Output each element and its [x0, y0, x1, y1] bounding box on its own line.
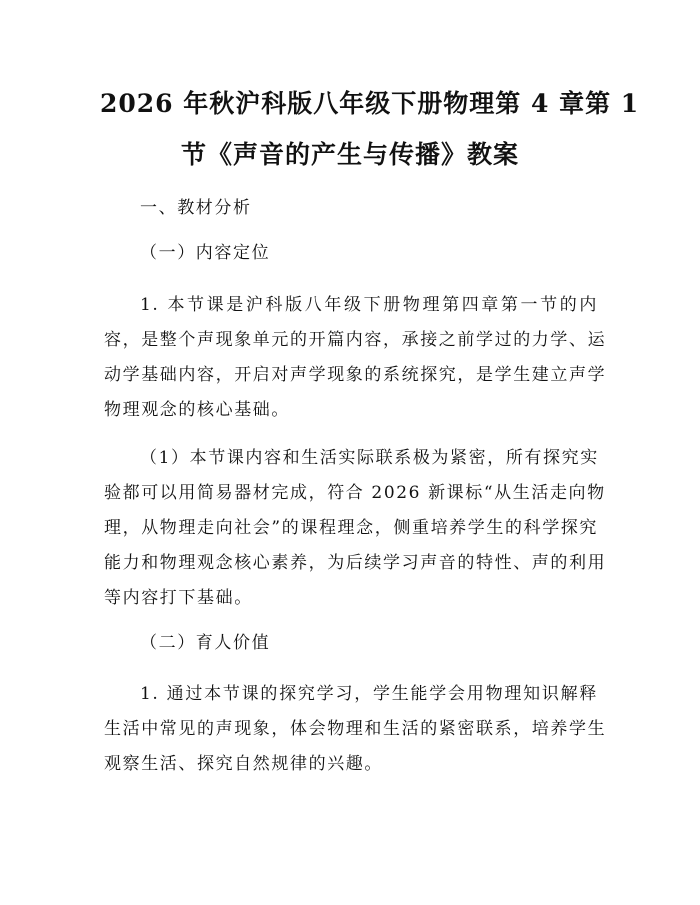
- paragraph-line: （1）本节课内容和生活实际联系极为紧密，所有探究实: [140, 448, 599, 468]
- paragraph-line: 物理观念的核心基础。: [104, 400, 290, 420]
- paragraph-line: 动学基础内容，开启对声学现象的系统探究，是学生建立声学: [104, 365, 607, 385]
- paragraph-line: 生活中常见的声现象，体会物理和生活的紧密联系，培养学生: [104, 719, 607, 739]
- section-heading-textbook-analysis: 一、教材分析: [140, 198, 252, 218]
- paragraph-line: 验都可以用简易器材完成，符合 2026 新课标“从生活走向物: [104, 483, 606, 503]
- paragraph-line: 1. 通过本节课的探究学习，学生能学会用物理知识解释: [140, 684, 598, 704]
- paragraph-line: 能力和物理观念核心素养，为后续学习声音的特性、声的利用: [104, 553, 607, 573]
- document-title-line-2: 节《声音的产生与传播》教案: [180, 140, 519, 169]
- paragraph-line: 容，是整个声现象单元的开篇内容，承接之前学过的力学、运: [104, 330, 607, 350]
- subsection-heading-content-positioning: （一）内容定位: [140, 243, 271, 263]
- document-title-line-1: 2026 年秋沪科版八年级下册物理第 4 章第 1: [100, 89, 640, 118]
- subsection-heading-educational-value: （二）育人价值: [140, 633, 271, 653]
- paragraph-line: 1. 本节课是沪科版八年级下册物理第四章第一节的内: [140, 295, 598, 315]
- paragraph-line: 等内容打下基础。: [104, 588, 253, 608]
- paragraph-line: 观察生活、探究自然规律的兴趣。: [104, 754, 383, 774]
- paragraph-line: 理，从物理走向社会”的课程理念，侧重培养学生的科学探究: [104, 518, 598, 538]
